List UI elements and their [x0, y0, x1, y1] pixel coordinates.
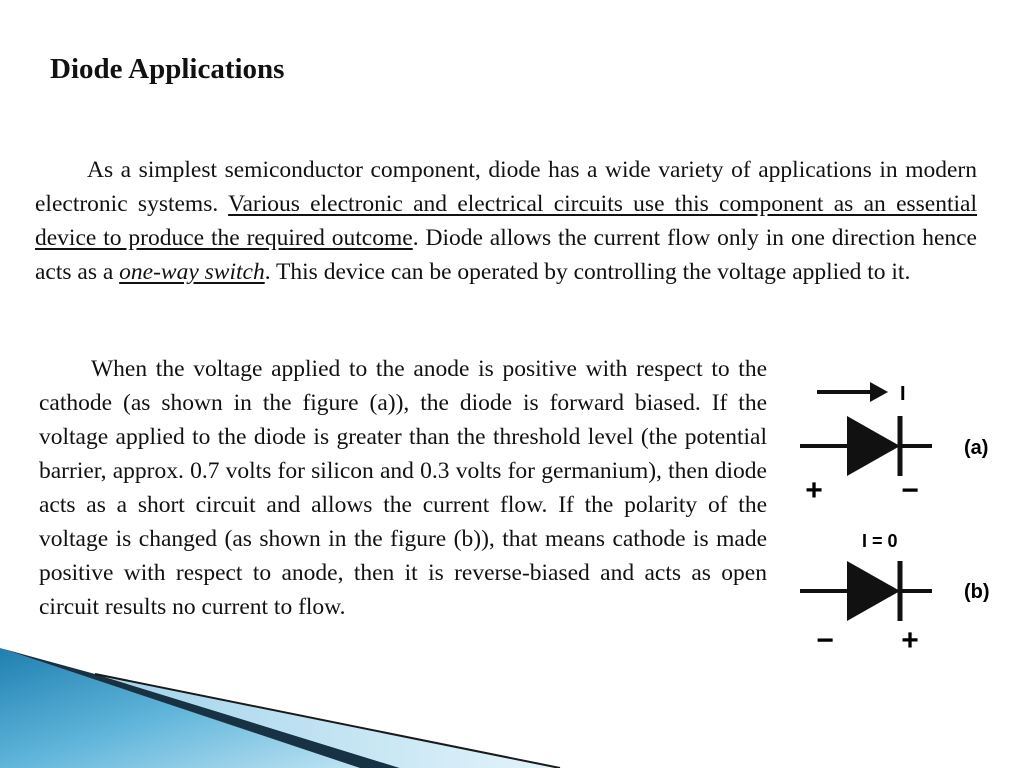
- diode-symbol-b-icon: [847, 561, 900, 621]
- intro-text-2: . Diode allows the current flow only in one direction hence acts as a: [35, 225, 977, 285]
- slide-title: Diode Applications: [50, 53, 285, 85]
- minus-sign-a: −: [901, 474, 919, 507]
- intro-underlined-text: Various electronic and electrical circuits use this component as an essential device to produce the required outcome: [35, 191, 977, 251]
- plus-sign-a: +: [805, 474, 823, 507]
- diode-symbol-a-icon: [847, 416, 900, 476]
- intro-text-3: . This device can be operated by controlling the voltage applied to it.: [264, 259, 911, 285]
- diode-diagram: [792, 370, 1002, 670]
- minus-sign-b: −: [816, 624, 834, 657]
- current-label-a: I: [900, 383, 906, 405]
- intro-text-1: As a simplest semiconductor component, diode has a wide variety of applications in modern electronic systems.: [35, 157, 977, 217]
- diode-bias-figure: [792, 370, 1002, 670]
- figure-label-b: (b): [964, 581, 990, 603]
- dark-edge-line: [95, 674, 560, 768]
- diagram-a: [800, 382, 988, 507]
- diagram-b: [800, 531, 990, 657]
- current-arrow-head-icon: [870, 382, 888, 402]
- blue-wedge: [0, 648, 360, 768]
- intro-paragraph: [35, 153, 977, 289]
- dark-stripe: [0, 648, 400, 768]
- figure-label-a: (a): [964, 437, 989, 459]
- light-wedge: [95, 674, 560, 768]
- biasing-paragraph: When the voltage applied to the anode is positive with respect to the cathode (as shown in the figure (a)), the diode is forward biased. If the voltage applied to the diode is greater than the threshold level (the potential barrier, approx. 0.7 volts for silicon and 0.3 volts for germanium), then diode acts as a short circuit and allows the current flow. If the polarity of the voltage is changed (as shown in the figure (b)), that means cathode is made positive with respect to anode, then it is reverse-biased and acts as open circuit results no current to flow.: [39, 356, 767, 620]
- current-label-b: I = 0: [862, 531, 898, 551]
- plus-sign-b: +: [901, 624, 919, 657]
- one-way-switch-term: one-way switch: [119, 259, 265, 285]
